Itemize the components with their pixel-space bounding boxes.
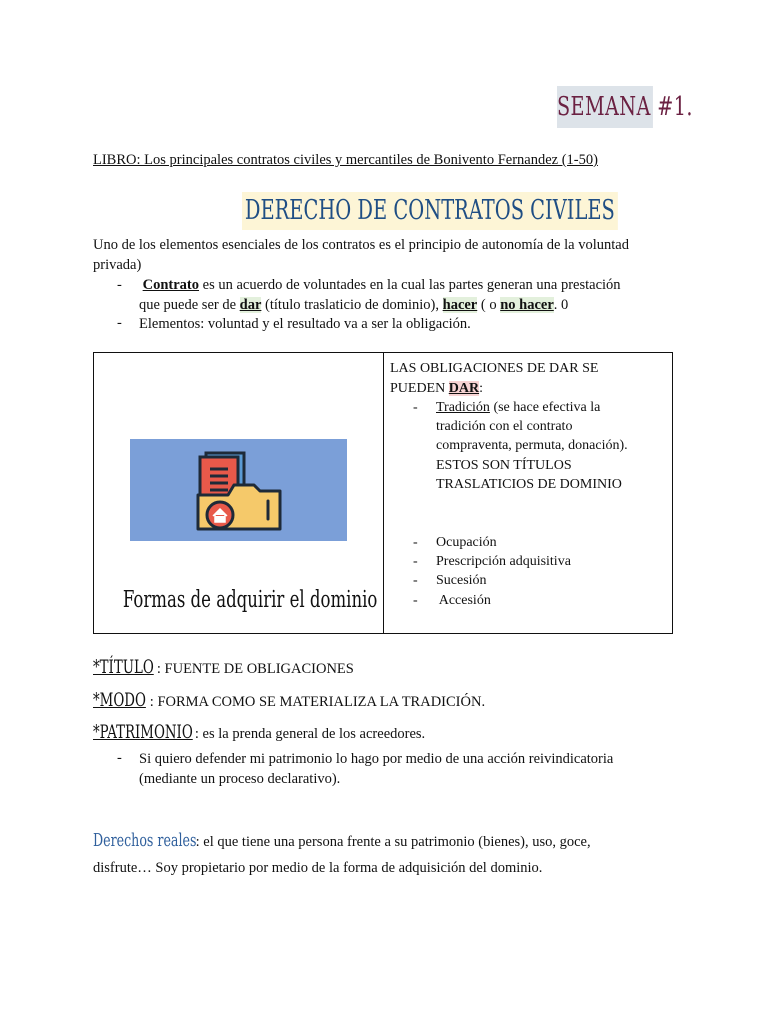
folder-document-icon xyxy=(130,439,347,541)
page-title: DERECHO DE CONTRATOS CIVILES xyxy=(242,192,618,230)
list-item-accesion: Accesión xyxy=(436,593,491,608)
tradicion-line-1 xyxy=(436,398,600,418)
bullet-dash: - xyxy=(117,750,122,766)
bullet-dash: - xyxy=(413,554,418,569)
contrato-text-1: es un acuerdo de voluntades en la cual las partes generan una prestación xyxy=(199,277,621,293)
bullet-dash: - xyxy=(413,400,418,415)
contrato-text-2a: que puede ser de xyxy=(139,296,240,313)
list-item-prescripcion: Prescripción adquisitiva xyxy=(436,554,571,569)
contrato-line-2 xyxy=(139,296,699,316)
titulo-text: : FUENTE DE OBLIGACIONES xyxy=(156,661,354,677)
bullet-dash: - xyxy=(413,573,418,588)
derechos-reales-term: Derechos reales xyxy=(93,830,197,851)
bullet-dash: - xyxy=(117,315,122,331)
dar-red-highlight: DAR xyxy=(448,381,480,396)
tradicion-line-3: compraventa, permuta, donación). xyxy=(436,438,628,453)
tradicion-line-2: tradición con el contrato xyxy=(436,419,573,434)
modo-text: : FORMA COMO SE MATERIALIZA LA TRADICIÓN. xyxy=(149,694,486,710)
titulo-term: *TÍTULO xyxy=(93,656,154,678)
bullet-dash: - xyxy=(413,535,418,550)
tradicion-line-5: TRASLATICIOS DE DOMINIO xyxy=(436,477,622,492)
patrimonio-definition xyxy=(93,721,425,743)
list-item-ocupacion: Ocupación xyxy=(436,535,497,550)
house-icon xyxy=(207,502,233,528)
table-left-caption: Formas de adquirir el dominio xyxy=(122,587,378,613)
dominio-illustration xyxy=(130,439,347,541)
table-divider xyxy=(383,353,384,633)
bullet-dash: - xyxy=(413,593,418,608)
contrato-text-2b: (título traslaticio de dominio), xyxy=(261,296,443,313)
tradicion-text-1: (se hace efectiva la xyxy=(489,400,601,415)
heading-2b: : xyxy=(479,381,483,396)
modo-term: *MODO xyxy=(93,689,146,711)
patrimonio-bullet xyxy=(139,750,613,789)
contrato-text-2c: ( o xyxy=(477,296,501,313)
contrato-term: Contrato xyxy=(142,277,200,293)
dominio-table xyxy=(93,352,673,634)
dar-highlight: dar xyxy=(239,296,262,313)
hacer-highlight: hacer xyxy=(442,296,478,313)
elementos-bullet: Elementos: voluntad y el resultado va a ser la obligación. xyxy=(139,316,471,332)
intro-paragraph xyxy=(93,236,683,275)
obligations-heading-1: LAS OBLIGACIONES DE DAR SE xyxy=(390,361,599,376)
modo-definition xyxy=(93,689,485,711)
intro-line-2: privada) xyxy=(93,256,142,273)
book-reference: LIBRO: Los principales contratos civiles y mercantiles de Bonivento Fernandez (1-50) xyxy=(93,152,598,168)
contrato-line-1 xyxy=(139,276,699,296)
derechos-reales-line-2: disfrute… Soy propietario por medio de la forma de adquisición del dominio. xyxy=(93,860,543,876)
week-label: SEMANA #1. xyxy=(557,86,653,128)
tradicion-line-4: ESTOS SON TÍTULOS xyxy=(436,458,572,473)
no-hacer-highlight: no hacer xyxy=(500,296,554,313)
derechos-reales-text-1: : el que tiene una persona frente a su patrimonio (bienes), uso, goce, xyxy=(195,834,591,850)
bullet-dash: - xyxy=(117,277,122,293)
patrimonio-bullet-line-1: Si quiero defender mi patrimonio lo hago por medio de una acción reivindicatoria xyxy=(139,751,614,767)
tradicion-term: Tradición xyxy=(436,400,490,415)
contrato-text-2d: . 0 xyxy=(553,296,569,313)
heading-2a: PUEDEN xyxy=(390,381,449,396)
obligations-heading-2 xyxy=(390,379,483,399)
intro-line-1: Uno de los elementos esenciales de los contratos es el principio de autonomía de la voluntad xyxy=(93,237,629,253)
contrato-bullet xyxy=(139,276,699,315)
list-item-sucesion: Sucesión xyxy=(436,573,487,588)
patrimonio-term: *PATRIMONIO xyxy=(93,721,193,743)
patrimonio-bullet-line-2: (mediante un proceso declarativo). xyxy=(139,770,341,787)
derechos-reales-paragraph xyxy=(93,830,591,851)
patrimonio-text: : es la prenda general de los acreedores. xyxy=(194,726,426,742)
titulo-definition xyxy=(93,656,354,678)
